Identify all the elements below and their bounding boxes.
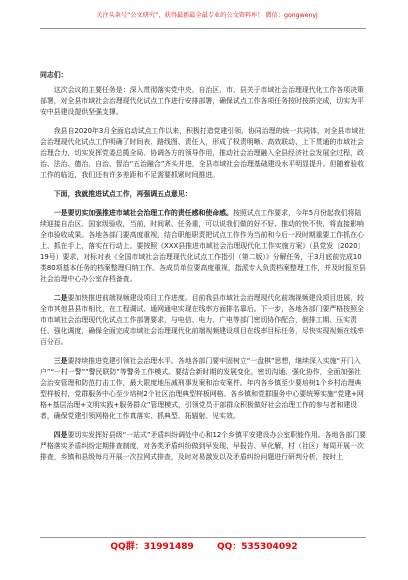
- document-body: [40, 70, 366, 471]
- header-banner: 关注头条号“公文研究”，获得最新最全最专业的公文资料库！ 微信：gongwenyj: [96, 12, 318, 19]
- paragraph-7-lead: 四是: [53, 431, 68, 439]
- paragraph-5-lead: 二是: [53, 294, 68, 302]
- header-divider: [40, 28, 366, 29]
- footer-qq-group: QQ群：31991489: [110, 542, 194, 552]
- footer: [0, 539, 408, 552]
- paragraph-3: [40, 189, 366, 200]
- paragraph-2: 我县自2020年3月全面启动试点工作以来，积极打造党建引领、协同治理的统一共同体，对全县市域社会治理现代化试点工作明确了时间表、路线图、责任人，形成了权责明晰、高效联动、上下贯通的市域社会治理合力，切实发挥党委总揽全局、协调各方的领导作用，推动社会治理融入全县经济社会发展全过程，政治、法治、德治、自治、智治“五治融合”齐头并进，全县市域社会治理基础建设水平明显提升。但随着验收工作的临近，我们还有许多差距和不足需要抓紧时间推进。: [40, 127, 366, 179]
- paragraph-6-lead: 三是: [53, 357, 68, 365]
- footer-qq: QQ：535304092: [216, 542, 298, 552]
- paragraph-4-text: 按照试点工作要求，今年5月份起我们将陆续迎接自治区、国家级验收，当前，时间紧、任务重，可以说我们做的好不好、推动的快不快，将直接影响全市验收成果。各地各部门要高度重视，结合职能职责把试点工作作为当前和今后一段时期重要工作抓在心上、抓在手上，落实在行动上。要按照《XXX县推进市域社会治理现代化工作实施方案》（县党发〔2020〕19号）要求，对标对表《全国市域社会治理现代化试点工作指引（第二版）》分解任务，于3月底前完成10类80项基本任务的档案整理归纳工作。各成员单位要高度重视，指派专人负责档案整理工作，并及时报至县社会治理中心办公室存档备查。: [40, 209, 366, 283]
- paragraph-4: [40, 208, 366, 285]
- greeting: 同志们：: [40, 71, 68, 79]
- paragraph-4-lead: 一是要切实加强推进市域社会治理工作的责任感和使命感。: [53, 209, 233, 217]
- paragraph-6: [40, 356, 366, 422]
- paragraph-1: 这次会议的主要任务是：深入贯彻落实党中央、自治区、市、县关于市域社会治理现代化工作各项决策部署，对全县市域社会治理现代化试点工作进行安排部署，确保试点工作各项任务按时按质完成，切实为平安中县建设提供坚强支撑。: [40, 86, 364, 116]
- paragraph-5: [40, 293, 366, 348]
- paragraph-5-text: 要加快推进前端视频建设项目工作进度。目前我县市域社会治理现代化前端视频建设项目进展，较全市其他县县市相比，在工程调试、通网通电实现在线率方面排名靠后。下一步，各地各部门要严格按照全市市域社会治理现代化试点工作部署要求，与电信、电力、广电等部门密切协作配合，倒排工期、压实责任、强化调度，确保全面完成市域社会治理现代化前端视频建设项目在线率目标任务，尽快实现视频在线率百分百。: [40, 294, 364, 346]
- paragraph-3-lead: 下面，我就推进试点工作，再强调五点意见：: [53, 190, 192, 198]
- paragraph-6-text: 要持续推进党建引领社会治理水平。各地各部门要牢固树立“一盘棋”思想，继续深入实施“开门入户”“一村一警”“警民联防”等警务工作模式。要结合新时期的发展变化，密切沟通、强化协作，全面加强社会治安管理和防范打击工作，最大限度地压减刑事发案和治安案件。年内各乡镇至少要培树1个乡村治理典型样板村，党群服务中心至少培树2个社区治理典型样板网格。各乡镇和党群服务中心要统筹实施“党建+网格+基层治理+文明实践+服务群众”管理模式，引领党员干部群众积极做好社会治理工作的参与者和建设者，确保党建引领网格化工作真落实、抓典型、拓辐射、见实效。: [40, 357, 364, 420]
- footer-divider: [40, 537, 366, 538]
- paragraph-7: [40, 430, 366, 463]
- paragraph-7-text: 要切实发挥好县级“一站式”矛盾纠纷调处中心和12个乡镇平安建设办公室职能作用。各地各部门要严格落实矛盾纠纷定期排查制度，对各类矛盾纠纷做到早发现、早报告、早化解，村（社区）每周开展一次排查，乡镇和县级每月开展一次拉网式排查，及时对易激发以及矛盾纠纷问题进行研判分析，按时上: [40, 431, 366, 461]
